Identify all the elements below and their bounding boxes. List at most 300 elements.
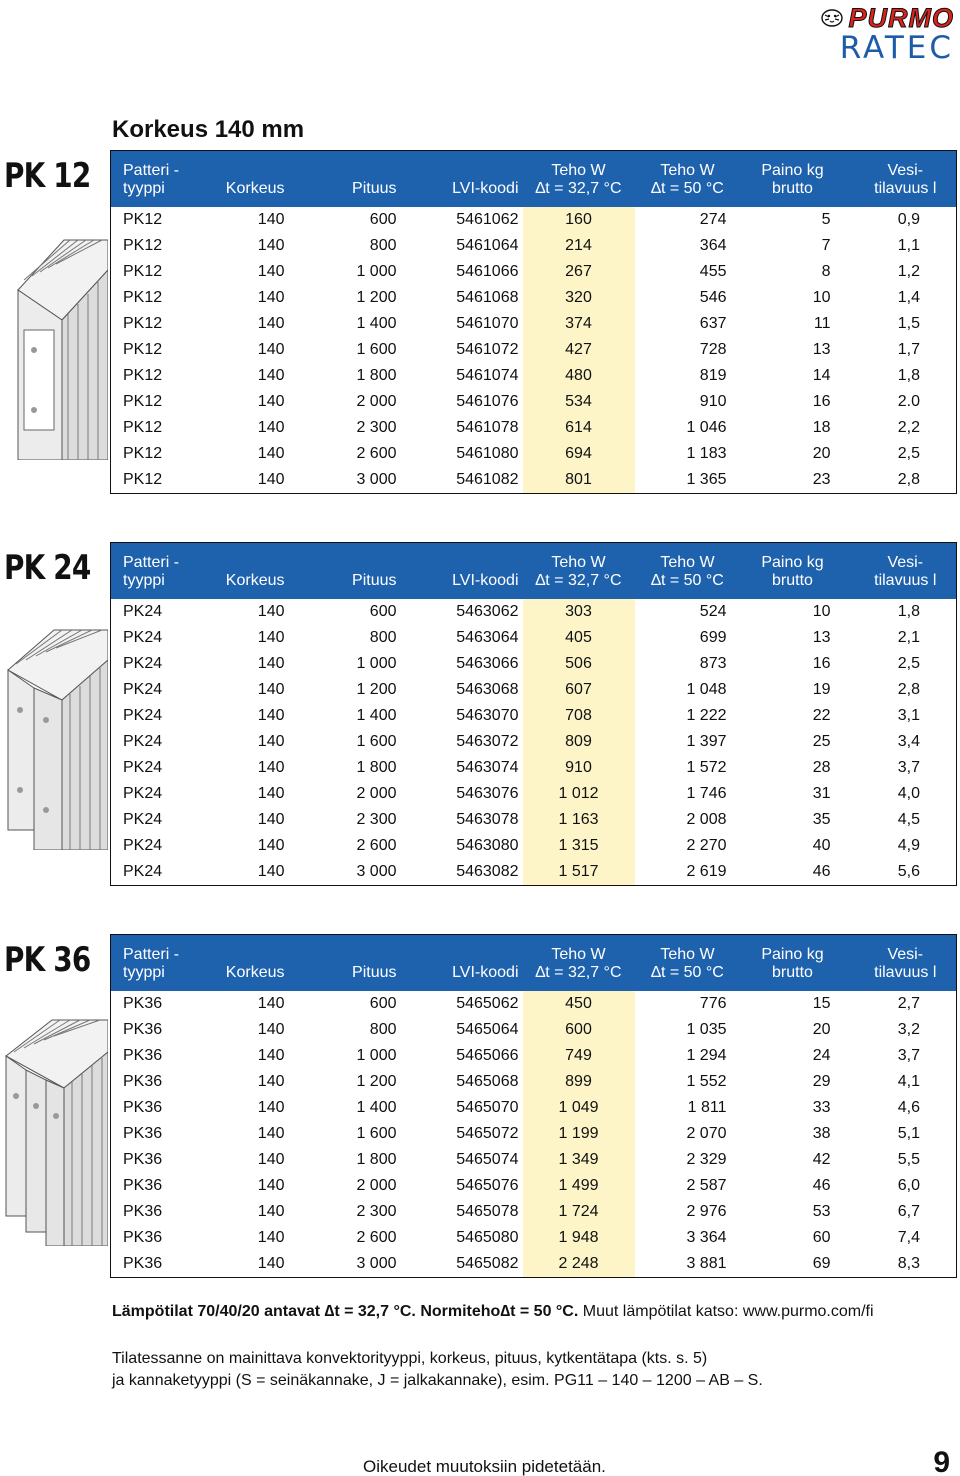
cell-height: 140 (257, 419, 285, 437)
table-header-row (111, 935, 957, 991)
cell-height: 140 (257, 706, 285, 724)
cell-type: PK36 (123, 1151, 163, 1169)
cell-type: PK24 (123, 706, 163, 724)
cell-output-327: 427 (523, 337, 635, 363)
column-header-text: LVI-koodi (452, 963, 519, 981)
column-header-water-volume (845, 543, 957, 599)
cell-weight: 23 (812, 471, 831, 489)
cell-water-volume: 1,8 (897, 367, 920, 385)
table-header-row (111, 151, 957, 207)
cell-type: PK36 (123, 1203, 163, 1221)
cell-length: 2 000 (356, 785, 397, 803)
column-header-length (289, 543, 401, 599)
cell-output-327: 607 (523, 677, 635, 703)
cell-length: 1 200 (356, 680, 397, 698)
radiator-pk12-illustration (4, 210, 108, 460)
column-header-text: Korkeus (225, 571, 285, 589)
column-header-output-327 (523, 151, 635, 207)
cell-type: PK12 (123, 314, 163, 332)
radiator-pk36-illustration (4, 996, 108, 1246)
cell-length: 1 400 (356, 706, 397, 724)
table-row (111, 677, 957, 703)
column-header-type (111, 935, 219, 991)
cell-height: 140 (257, 367, 285, 385)
column-header-lvi-code (401, 151, 523, 207)
cell-lvi-code: 5463080 (456, 837, 519, 855)
cell-lvi-code: 5463072 (456, 733, 519, 751)
cell-output-50: 2 976 (686, 1203, 727, 1221)
column-header-text: Korkeus (225, 179, 285, 197)
cell-type: PK12 (123, 419, 163, 437)
cell-weight: 24 (812, 1046, 831, 1064)
cell-length: 2 600 (356, 837, 397, 855)
model-label-pk12: PK 12 (4, 156, 91, 196)
table-row (111, 1017, 957, 1043)
column-header-output-50 (635, 151, 741, 207)
cell-water-volume: 1,2 (897, 262, 920, 280)
column-header-text: Vesi- (887, 161, 924, 179)
cell-weight: 13 (812, 341, 831, 359)
cell-weight: 18 (812, 419, 831, 437)
column-header-text: ∆t = 50 °C (651, 571, 724, 589)
cell-weight: 25 (812, 733, 831, 751)
table-row (111, 859, 957, 885)
cell-lvi-code: 5465072 (456, 1125, 519, 1143)
page-heading: Korkeus 140 mm (112, 116, 305, 143)
cell-output-327: 708 (523, 703, 635, 729)
cell-lvi-code: 5463076 (456, 785, 519, 803)
cell-length: 1 800 (356, 759, 397, 777)
cell-type: PK12 (123, 471, 163, 489)
cell-length: 800 (369, 628, 397, 646)
cell-output-50: 1 183 (686, 445, 727, 463)
cell-weight: 7 (821, 236, 831, 254)
cell-output-327: 303 (523, 599, 635, 625)
cell-water-volume: 3,2 (897, 1020, 920, 1038)
table-row (111, 1147, 957, 1173)
cell-water-volume: 3,7 (897, 1046, 920, 1064)
cell-output-327: 694 (523, 441, 635, 467)
cell-lvi-code: 5461080 (456, 445, 519, 463)
cell-weight: 20 (812, 1020, 831, 1038)
cell-height: 140 (257, 288, 285, 306)
cell-water-volume: 1,5 (897, 314, 920, 332)
column-header-text: Patteri - (123, 161, 180, 179)
cell-output-50: 3 364 (686, 1229, 727, 1247)
cell-lvi-code: 5465078 (456, 1203, 519, 1221)
cell-height: 140 (257, 628, 285, 646)
cell-water-volume: 6,7 (897, 1203, 920, 1221)
cell-type: PK12 (123, 262, 163, 280)
cell-length: 600 (369, 210, 397, 228)
cell-lvi-code: 5463082 (456, 863, 519, 881)
temperature-note-bold: Lämpötilat 70/40/20 antavat ∆t = 32,7 °C. Normiteho∆t = 50 °C. (112, 1303, 579, 1320)
column-header-text: tyyppi (123, 179, 165, 197)
cell-length: 2 000 (356, 1177, 397, 1195)
table-row (111, 1173, 957, 1199)
column-header-text: brutto (772, 179, 813, 197)
cell-height: 140 (257, 210, 285, 228)
cell-output-327: 1 724 (523, 1199, 635, 1225)
cell-output-50: 1 222 (686, 706, 727, 724)
cell-output-327: 1 012 (523, 781, 635, 807)
column-header-text: Korkeus (225, 963, 285, 981)
column-header-text: tilavuus l (874, 571, 937, 589)
purmo-wordmark: PURMO (848, 3, 954, 33)
column-header-text: Paino kg (761, 161, 824, 179)
column-header-water-volume (845, 935, 957, 991)
cell-lvi-code: 5461064 (456, 236, 519, 254)
temperature-note-link-text: Muut lämpötilat katso: www.purmo.com/fi (582, 1303, 874, 1320)
cell-lvi-code: 5463068 (456, 680, 519, 698)
column-header-length (289, 151, 401, 207)
table-row (111, 703, 957, 729)
cell-weight: 53 (812, 1203, 831, 1221)
cell-type: PK24 (123, 733, 163, 751)
cell-length: 1 800 (356, 367, 397, 385)
column-header-text: ∆t = 32,7 °C (535, 571, 622, 589)
cell-water-volume: 1,7 (897, 341, 920, 359)
column-header-text: Patteri - (123, 553, 180, 571)
cell-type: PK24 (123, 837, 163, 855)
column-header-length (289, 935, 401, 991)
cell-lvi-code: 5461076 (456, 393, 519, 411)
cell-output-327: 801 (523, 467, 635, 493)
temperature-note (112, 1303, 874, 1321)
cell-water-volume: 4,0 (897, 785, 920, 803)
cell-water-volume: 1,4 (897, 288, 920, 306)
cell-type: PK24 (123, 863, 163, 881)
column-header-text: Paino kg (761, 945, 824, 963)
cell-water-volume: 2,8 (897, 680, 920, 698)
cell-weight: 46 (812, 1177, 831, 1195)
cell-output-50: 1 046 (686, 419, 727, 437)
cell-length: 800 (369, 236, 397, 254)
cell-output-50: 2 008 (686, 811, 727, 829)
cell-type: PK24 (123, 811, 163, 829)
cell-output-50: 1 048 (686, 680, 727, 698)
cell-type: PK36 (123, 1229, 163, 1247)
cell-weight: 5 (821, 210, 831, 228)
table-row (111, 441, 957, 467)
footer-disclaimer: Oikeudet muutoksiin pidetetään. (363, 1457, 606, 1476)
radiator-pk24-illustration (4, 600, 108, 850)
table-row (111, 729, 957, 755)
table-row (111, 1095, 957, 1121)
column-header-text: Patteri - (123, 945, 180, 963)
column-header-text: ∆t = 32,7 °C (535, 179, 622, 197)
model-label-pk36: PK 36 (4, 940, 91, 980)
table-row (111, 467, 957, 493)
cell-water-volume: 4,9 (897, 837, 920, 855)
table-row (111, 337, 957, 363)
cell-output-327: 1 349 (523, 1147, 635, 1173)
cell-lvi-code: 5461070 (456, 314, 519, 332)
cell-height: 140 (257, 262, 285, 280)
cell-type: PK12 (123, 367, 163, 385)
cell-water-volume: 1,8 (897, 602, 920, 620)
cell-output-50: 699 (699, 628, 727, 646)
cell-water-volume: 6,0 (897, 1177, 920, 1195)
column-header-text: brutto (772, 963, 813, 981)
cell-weight: 46 (812, 863, 831, 881)
cell-weight: 15 (812, 994, 831, 1012)
cell-water-volume: 3,7 (897, 759, 920, 777)
table-row (111, 651, 957, 677)
cell-output-327: 614 (523, 415, 635, 441)
table-row (111, 599, 957, 625)
cell-lvi-code: 5465074 (456, 1151, 519, 1169)
cell-lvi-code: 5461066 (456, 262, 519, 280)
cell-water-volume: 7,4 (897, 1229, 920, 1247)
cell-type: PK12 (123, 236, 163, 254)
tiger-logo-icon (821, 9, 843, 27)
column-header-text: tilavuus l (874, 963, 937, 981)
cell-height: 140 (257, 445, 285, 463)
table-row (111, 389, 957, 415)
cell-output-50: 274 (699, 210, 727, 228)
table-row (111, 259, 957, 285)
cell-output-327: 160 (523, 207, 635, 233)
cell-length: 1 600 (356, 1125, 397, 1143)
cell-height: 140 (257, 1046, 285, 1064)
table-row (111, 363, 957, 389)
table-row (111, 207, 957, 233)
column-header-output-50 (635, 543, 741, 599)
column-header-water-volume (845, 151, 957, 207)
cell-output-50: 524 (699, 602, 727, 620)
cell-lvi-code: 5465076 (456, 1177, 519, 1195)
cell-height: 140 (257, 837, 285, 855)
cell-water-volume: 2,5 (897, 445, 920, 463)
cell-lvi-code: 5461072 (456, 341, 519, 359)
column-header-text: tyyppi (123, 571, 165, 589)
column-header-output-327 (523, 935, 635, 991)
column-header-text: Vesi- (887, 553, 924, 571)
cell-weight: 28 (812, 759, 831, 777)
cell-output-50: 2 329 (686, 1151, 727, 1169)
column-header-type (111, 543, 219, 599)
cell-water-volume: 2,1 (897, 628, 920, 646)
cell-output-327: 1 517 (523, 859, 635, 885)
column-header-text: Pituus (352, 571, 397, 589)
cell-output-327: 899 (523, 1069, 635, 1095)
cell-height: 140 (257, 1125, 285, 1143)
cell-output-327: 910 (523, 755, 635, 781)
cell-weight: 69 (812, 1255, 831, 1273)
cell-output-327: 534 (523, 389, 635, 415)
cell-lvi-code: 5465070 (456, 1098, 519, 1116)
cell-water-volume: 8,3 (897, 1255, 920, 1273)
cell-weight: 8 (821, 262, 831, 280)
cell-length: 2 300 (356, 419, 397, 437)
cell-type: PK36 (123, 1020, 163, 1038)
cell-output-50: 1 294 (686, 1046, 727, 1064)
order-note-line-2: ja kannaketyyppi (S = seinäkannake, J = jalkakannake), esim. PG11 – 140 – 1200 – AB – S. (112, 1372, 763, 1389)
cell-water-volume: 4,1 (897, 1072, 920, 1090)
cell-water-volume: 5,5 (897, 1151, 920, 1169)
cell-type: PK24 (123, 654, 163, 672)
cell-type: PK36 (123, 994, 163, 1012)
column-header-text: LVI-koodi (452, 179, 519, 197)
cell-type: PK24 (123, 628, 163, 646)
cell-lvi-code: 5465082 (456, 1255, 519, 1273)
cell-output-327: 1 163 (523, 807, 635, 833)
cell-length: 800 (369, 1020, 397, 1038)
cell-output-327: 214 (523, 233, 635, 259)
column-header-height (219, 543, 289, 599)
cell-length: 1 800 (356, 1151, 397, 1169)
cell-weight: 20 (812, 445, 831, 463)
cell-lvi-code: 5461062 (456, 210, 519, 228)
cell-output-327: 374 (523, 311, 635, 337)
cell-output-50: 728 (699, 341, 727, 359)
column-header-text: ∆t = 50 °C (651, 963, 724, 981)
cell-weight: 11 (813, 314, 831, 332)
cell-weight: 33 (812, 1098, 831, 1116)
cell-weight: 22 (812, 706, 831, 724)
cell-water-volume: 5,1 (897, 1125, 920, 1143)
cell-output-327: 450 (523, 991, 635, 1017)
cell-lvi-code: 5461068 (456, 288, 519, 306)
cell-type: PK24 (123, 759, 163, 777)
cell-lvi-code: 5461082 (456, 471, 519, 489)
cell-height: 140 (257, 1151, 285, 1169)
cell-output-50: 1 552 (686, 1072, 727, 1090)
cell-height: 140 (257, 680, 285, 698)
cell-height: 140 (257, 393, 285, 411)
cell-length: 2 000 (356, 393, 397, 411)
cell-height: 140 (257, 1098, 285, 1116)
cell-output-50: 546 (699, 288, 727, 306)
table-row (111, 807, 957, 833)
cell-height: 140 (257, 654, 285, 672)
cell-length: 1 200 (356, 288, 397, 306)
cell-output-50: 1 572 (686, 759, 727, 777)
cell-output-50: 637 (699, 314, 727, 332)
table-row (111, 1225, 957, 1251)
cell-output-50: 1 746 (686, 785, 727, 803)
table-row (111, 285, 957, 311)
cell-water-volume: 2,8 (897, 471, 920, 489)
cell-weight: 13 (812, 628, 831, 646)
cell-water-volume: 4,5 (897, 811, 920, 829)
cell-output-327: 1 049 (523, 1095, 635, 1121)
table-row (111, 415, 957, 441)
cell-type: PK12 (123, 210, 163, 228)
cell-lvi-code: 5465062 (456, 994, 519, 1012)
table-row (111, 833, 957, 859)
cell-output-50: 819 (699, 367, 727, 385)
cell-output-327: 809 (523, 729, 635, 755)
cell-length: 1 600 (356, 733, 397, 751)
cell-output-50: 2 619 (686, 863, 727, 881)
cell-water-volume: 3,4 (897, 733, 920, 751)
spec-table-pk36 (110, 934, 957, 1278)
cell-weight: 10 (812, 288, 831, 306)
table-row (111, 1043, 957, 1069)
cell-weight: 10 (812, 602, 831, 620)
cell-lvi-code: 5463064 (456, 628, 519, 646)
cell-length: 1 600 (356, 341, 397, 359)
cell-type: PK12 (123, 445, 163, 463)
cell-length: 600 (369, 994, 397, 1012)
cell-output-327: 405 (523, 625, 635, 651)
table-row (111, 233, 957, 259)
spec-table-pk24 (110, 542, 957, 886)
table-row (111, 311, 957, 337)
column-header-weight (741, 543, 845, 599)
cell-type: PK36 (123, 1177, 163, 1195)
cell-type: PK12 (123, 341, 163, 359)
cell-length: 1 200 (356, 1072, 397, 1090)
cell-output-327: 600 (523, 1017, 635, 1043)
page-number: 9 (933, 1446, 950, 1476)
cell-lvi-code: 5463062 (456, 602, 519, 620)
cell-height: 140 (257, 314, 285, 332)
brand-logo (724, 4, 954, 66)
column-header-weight (741, 151, 845, 207)
cell-height: 140 (257, 471, 285, 489)
cell-weight: 14 (812, 367, 831, 385)
cell-type: PK36 (123, 1046, 163, 1064)
cell-length: 1 000 (356, 654, 397, 672)
cell-lvi-code: 5463070 (456, 706, 519, 724)
cell-weight: 40 (812, 837, 831, 855)
cell-length: 600 (369, 602, 397, 620)
cell-height: 140 (257, 1203, 285, 1221)
cell-length: 1 400 (356, 314, 397, 332)
cell-water-volume: 2,7 (897, 994, 920, 1012)
cell-weight: 19 (812, 680, 831, 698)
column-header-text: Teho W (551, 161, 606, 179)
cell-length: 3 000 (356, 863, 397, 881)
cell-output-327: 320 (523, 285, 635, 311)
column-header-text: LVI-koodi (452, 571, 519, 589)
cell-type: PK36 (123, 1125, 163, 1143)
column-header-text: Vesi- (887, 945, 924, 963)
table-row (111, 625, 957, 651)
cell-weight: 60 (812, 1229, 831, 1247)
cell-output-50: 910 (699, 393, 727, 411)
cell-water-volume: 4,6 (897, 1098, 920, 1116)
cell-output-327: 1 315 (523, 833, 635, 859)
column-header-text: tilavuus l (874, 179, 937, 197)
cell-output-50: 1 397 (686, 733, 727, 751)
cell-height: 140 (257, 785, 285, 803)
cell-height: 140 (257, 236, 285, 254)
column-header-lvi-code (401, 935, 523, 991)
cell-water-volume: 5,6 (897, 863, 920, 881)
table-row (111, 755, 957, 781)
column-header-weight (741, 935, 845, 991)
cell-height: 140 (257, 811, 285, 829)
model-label-pk24: PK 24 (4, 548, 91, 588)
cell-length: 2 600 (356, 445, 397, 463)
column-header-type (111, 151, 219, 207)
column-header-text: Teho W (660, 945, 715, 963)
cell-height: 140 (257, 1229, 285, 1247)
column-header-text: Teho W (551, 945, 606, 963)
cell-output-50: 1 035 (686, 1020, 727, 1038)
cell-lvi-code: 5465080 (456, 1229, 519, 1247)
table-row (111, 1121, 957, 1147)
cell-height: 140 (257, 759, 285, 777)
cell-weight: 31 (812, 785, 831, 803)
column-header-text: Teho W (660, 553, 715, 571)
cell-water-volume: 2.0 (897, 393, 920, 411)
cell-weight: 42 (812, 1151, 831, 1169)
